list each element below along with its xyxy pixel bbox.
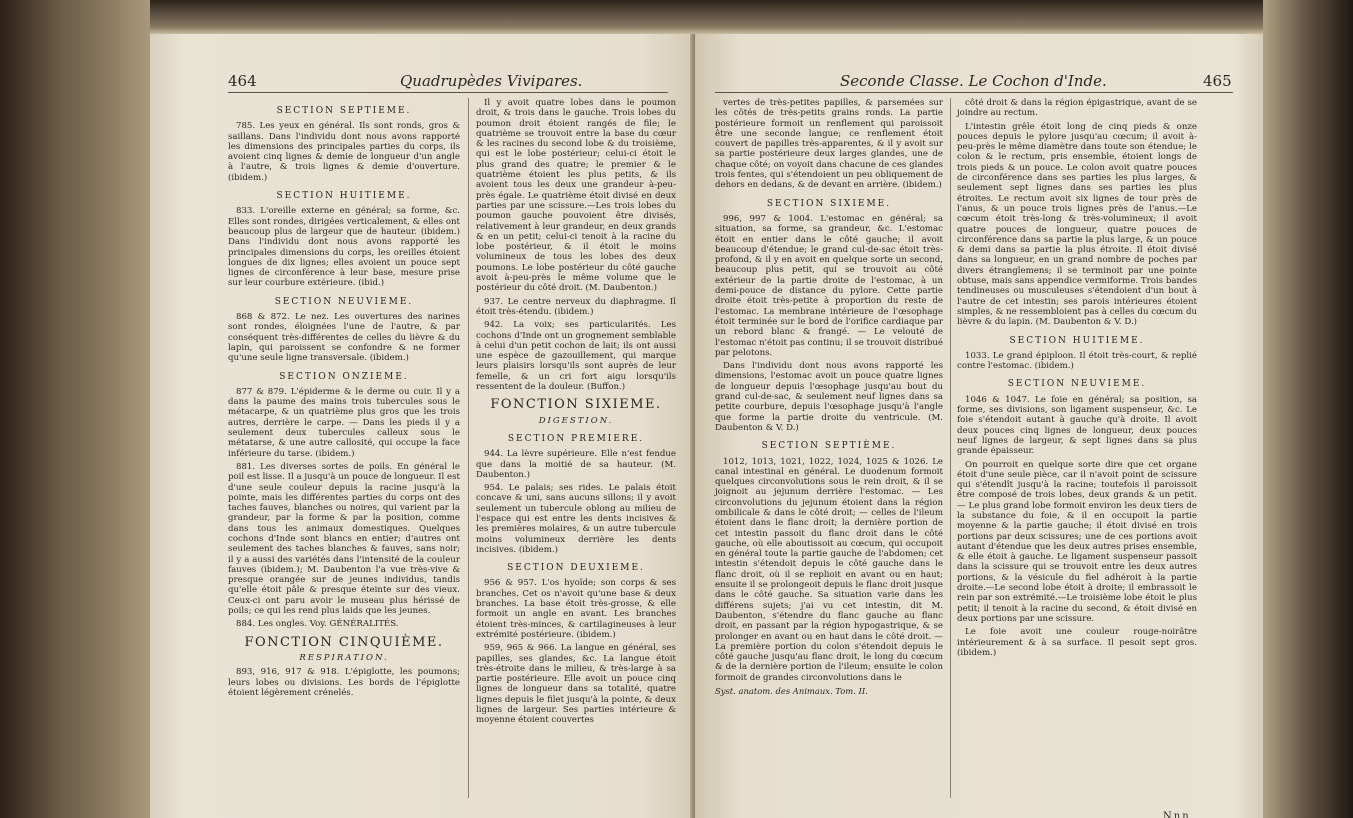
paragraph: 893, 916, 917 & 918. L'épiglotte, les poumons; leurs lobes ou divisions. Les bords de l'épiglotte étoient légèrement crénelés. xyxy=(228,667,460,698)
left-page-column-2 xyxy=(476,98,676,729)
column-divider xyxy=(950,98,951,798)
page-number: 464 xyxy=(228,72,257,90)
paragraph: 1046 & 1047. Le foie en général; sa position, sa forme, ses divisions, son ligament suspenseur, &c. Le foie s'étendoit autant à gauche qu'à droite. Il avoit deux pouces cinq lignes de longueur, deux pouces neuf lignes de largeur, & sept lignes dans sa plus grande épaisseur. xyxy=(957,394,1197,457)
function-heading: FONCTION SIXIEME. xyxy=(490,397,662,413)
paragraph: 785. Les yeux en général. Ils sont ronds, gros & saillans. Dans l'individu dont nous avons rapporté les dimensions des principales parties du corps, ils avoient cinq lignes & demie de longueur d'un angle à l'autre, & trois lignes & demie d'ouverture. (ibidem.) xyxy=(228,121,460,183)
paragraph: L'intestin grêle étoit long de cinq pieds & onze pouces depuis le pylore jusqu'au cœcum; il avoit à-peu-près le même diamètre dans toute son étendue; le colon & le rectum, pris ensemble, étoient longs de trois pieds & un pouce. Le colon avoit quatre pouces de circonférence dans ses parties les plus larges, & seulement sept lignes dans ses parties les plus étroites. Le rectum avoit six lignes de tour près de l'anus, & un pouce trois lignes près de l'anus.—Le cœcum étoit très-long & très-volumineux; il avoit quatre pouces de longueur, quatre pouces de circonférence dans sa partie la plus large, & un pouce & demi dans sa partie la plus étroite. Il étoit divisé dans sa longueur, en un grand nombre de poches par divers étranglemens; il se terminoit par une pointe obtuse, mais sans appendice vermiforme. Trois bandes tendineuses ou musculeuses s'étendoient d'un bout à l'autre de cet intestin; ses parois intérieures étoient simples, & ne ressembloient pas à celles du cœcum du lièvre & du lapin. (M. Daubenton & V. D.) xyxy=(957,121,1197,328)
header-rule xyxy=(715,92,1233,93)
paragraph: 996, 997 & 1004. L'estomac en général; sa situation, sa forme, sa grandeur, &c. L'estomac étoit en entier dans le côté gauche; il avoit beaucoup d'étendue; le grand cul-de-sac étoit très-profond, & il y en avoit en quelque sorte un second, beaucoup plus petit, qui se trouvoit au côté extérieur de la partie droite de l'estomac, à un demi-pouce de distance du pylore. Cette partie droite étoit très-petite à proportion du reste de l'estomac. La membrane intérieure de l'œsophage étoit terminée sur le bord de l'orifice cardiaque par un rebord blanc & frangé. — Le velouté de l'estomac n'étoit pas continu; il se trouvoit distribué par pelotons. xyxy=(715,213,943,358)
paragraph: côté droit & dans la région épigastrique, avant de se joindre au rectum. xyxy=(957,98,1197,119)
section-heading: SECTION NEUVIEME. xyxy=(1007,379,1147,390)
function-heading: FONCTION CINQUIÈME. xyxy=(244,634,444,650)
section-heading: SECTION SEPTIEME. xyxy=(276,106,412,116)
right-page-column-1 xyxy=(715,98,943,699)
paragraph: 956 & 957. L'os hyoïde; son corps & ses branches. Cet os n'avoit qu'une base & deux branches. La base étoit très-grosse, & elle formoit un angle en avant. Les branches étoient très-minces, & cartilagineuses à leur extrémité postérieure. (ibidem.) xyxy=(476,578,676,640)
section-heading: SECTION NEUVIEME. xyxy=(274,296,414,307)
paragraph: 884. Les ongles. Voy. GÉNÉRALITÉS. xyxy=(236,619,399,630)
left-page-column-1 xyxy=(228,98,460,701)
subheading: RESPIRATION. xyxy=(299,652,389,663)
paragraph: 881. Les diverses sortes de poils. En général le poil est lisse. Il a jusqu'à un pouce de longueur. Il est d'une seule couleur depuis la racine jusqu'à la pointe, mais les différentes parties du corps ont des taches fauves, blanches ou noires, qui varient par la grandeur, par la forme & par la position, comme dans tous les animaux domestiques. Quelques cochons d'Inde sont blancs en entier; d'autres ont seulement des taches blanches & fauves, sans noir; il y a aussi des variétés dans l'intensité de la couleur fauves (ibidem.); M. Daubenton l'a vue très-vive & presque orangée sur de jeunes individus, tandis qu'elle étoit pâle & presque éteinte sur des vieux. Ceux-ci ont paru avoir le museau plus hérissé de poils; ce qui les rend plus laids que les jeunes. xyxy=(228,461,460,617)
paragraph: vertes de très-petites papilles, & parsemées sur les côtés de très-petits grains ronds. La partie postérieure formoit un renflement qui paroissoit être une seconde langue; ce renflement étoit couvert de papilles très-apparentes, & il y avoit sur sa partie postérieure deux larges glandes, une de chaque côté; on voyoit dans chacune de ces glandes trois fentes, qui s'étendoient un peu obliquement de dehors en dedans, & de devant en arrière. (ibidem.) xyxy=(715,98,944,191)
section-heading: SECTION ONZIEME. xyxy=(279,371,409,382)
section-heading: SECTION PREMIERE. xyxy=(507,433,645,444)
paragraph: On pourroit en quelque sorte dire que cet organe étoit d'une seule pièce, car il n'avoit point de scissure qui s'étendît jusqu'à la racine; toutefois il paroissoit être composé de trois lobes, deux grands & un petit. — Le plus grand lobe formoit environ les deux tiers de la substance du foie, & il en occupoit la partie moyenne & la partie gauche; il étoit divisé en trois portions par deux scissures; une de ces portions avoit autant d'étendue que les deux autres prises ensemble, & elle étoit à gauche. Le ligament suspenseur passoit dans la scissure qui se trouvoit entre les deux autres portions, & la vésicule du fiel adhéroit à la partie droite.—Le second lobe étoit à droite; il embrassoit le rein par son extrémité.—Le troisième lobe étoit le plus petit; il tenoit à la racine du second, & étoit divisé en deux portions par une scissure. xyxy=(957,459,1197,624)
paragraph: Dans l'individu dont nous avons rapporté les dimensions, l'estomac avoit un pouce quatre lignes de longueur depuis l'œsophage jusqu'au bout du grand cul-de-sac, & seulement neuf lignes dans sa petite courbure, depuis l'œsophage jusqu'à l'angle que forme la partie droite du ventricule. (M. Daubenton & V. D.) xyxy=(715,361,943,433)
section-heading: SECTION DEUXIEME. xyxy=(507,563,645,574)
paragraph: 1033. Le grand épiploon. Il étoit très-court, & replié contre l'estomac. (ibidem.) xyxy=(957,350,1197,372)
page-number: 465 xyxy=(1203,72,1232,90)
paragraph: 954. Le palais; ses rides. Le palais étoit concave & uni, sans aucuns sillons; il y avoit seulement un tubercule oblong au milieu de l'espace qui est entre les dents incisives & les premières molaires, & un autre tubercule moins volumineux derrière les dents incisives. (ibidem.) xyxy=(476,483,676,555)
left-page xyxy=(150,34,695,818)
paragraph: 942. La voix; ses particularités. Les cochons d'Inde ont un grognement semblable à celui d'un petit cochon de lait; ils ont aussi une espèce de gazouillement, qui marque leurs plaisirs lorsqu'ils sont auprès de leur femelle, & un cri fort aigu lorsqu'ils ressentent de la douleur. (Buffon.) xyxy=(476,320,676,393)
signature-line: Syst. anatom. des Animaux. Tom. II. xyxy=(715,686,868,697)
section-heading: SECTION SEPTIÈME. xyxy=(761,441,897,452)
paragraph: 833. L'oreille externe en général; sa forme, &c. Elles sont rondes, dirigées verticalement, & elles ont beaucoup plus de largeur que de hauteur. (ibidem.) Dans l'individu dont nous avons rapporté les principales dimensions du corps, les oreilles étoient longues de dix lignes; elles avoient un pouce sept lignes de circonférence à leur base, mesure prise sur leur courbure extérieure. (ibid.) xyxy=(228,206,460,289)
paragraph: 877 & 879. L'épiderme & le derme ou cuir. Il y a dans la paume des mains trois tubercules sous le métacarpe, & un quatrième plus gros que les trois autres, derrière le carpe. — Dans les pieds il y a seulement deux tubercules calleux sous le métatarse, & une autre callosité, qui occupe la face inférieure du tarse. (ibidem.) xyxy=(228,386,460,459)
right-page xyxy=(695,34,1263,818)
paragraph: Le foie avoit une couleur rouge-noirâtre intérieurement & à sa surface. Il pesoit sept gros. (ibidem.) xyxy=(957,627,1197,658)
paragraph: Il y avoit quatre lobes dans le poumon droit, & trois dans le gauche. Trois lobes du poumon droit étoient rangés de file; le quatrième se trouvoit entre la base du cœur & les racines du second lobe & du troisième, qui est le lobe postérieur; celui-ci étoit le plus grand des quatre; le premier & le quatrième étoient les plus petits, & ils avoient tous les deux une grandeur à-peu-près égale. Le quatrième étoit divisé en deux parties par une scissure.—Les trois lobes du poumon gauche pouvoient être divisés, relativement à leur grandeur, en deux grands & en un petit; celui-ci tenoit à la racine du lobe postérieur, & il étoit le moins volumineux de tous les lobes des deux poumons. Le lobe postérieur du côté gauche avoit à-peu-près le même volume que le postérieur du côté droit. (M. Daubenton.) xyxy=(476,98,676,294)
right-page-column-2 xyxy=(957,98,1197,661)
header-rule xyxy=(228,92,668,93)
paragraph: 868 & 872. Le nez. Les ouvertures des narines sont rondes, éloignées l'une de l'autre, & par conséquent très-différentes de celles du lièvre & du lapin, qui paroissent se confondre & ne former qu'une seule ligne transversale. (ibidem.) xyxy=(228,312,460,364)
paragraph: 937. Le centre nerveux du diaphragme. Il étoit très-étendu. (ibidem.) xyxy=(476,296,676,317)
scan-background-left xyxy=(0,0,150,818)
scan-background-top xyxy=(0,0,1353,34)
paragraph: 944. La lèvre supérieure. Elle n'est fendue que dans la moitié de sa hauteur. (M. Daubenton.) xyxy=(476,449,676,480)
subheading: DIGESTION. xyxy=(538,415,614,426)
column-divider xyxy=(468,98,469,798)
running-head: Quadrupèdes Vivipares. xyxy=(400,72,583,90)
scan-background-right xyxy=(1263,0,1353,818)
section-heading: SECTION SIXIEME. xyxy=(766,198,892,209)
paragraph: 959, 965 & 966. La langue en général, ses papilles, ses glandes, &c. La langue étoit très-étroite dans le milieu, & très-large à sa partie postérieure. Elle avoit un pouce cinq lignes de longueur dans sa totalité, quatre lignes depuis le filet jusqu'à la pointe, & deux lignes de largeur. Ses parties intérieure & moyenne étoient couvertes xyxy=(476,643,676,726)
signature-mark: Nnn xyxy=(1163,811,1191,818)
section-heading: SECTION HUITIEME. xyxy=(1009,335,1145,346)
running-head: Seconde Classe. Le Cochon d'Inde. xyxy=(840,72,1107,90)
paragraph: 1012, 1013, 1021, 1022, 1024, 1025 & 1026. Le canal intestinal en général. Le duodenum formoit quelques circonvolutions sous le rein droit, & il se joignoit au jejunum derrière l'estomac. — Les circonvolutions du jejunum étoient dans la région ombilicale & dans le côté droit; — celles de l'ileum étoient dans le flanc droit; la dernière portion de cet intestin passoit du flanc droit dans le côté gauche, où elle aboutissoit au cœcum, qui occupoit en général toute la partie gauche de l'abdomen; cet intestin s'étendoit depuis le côté gauche dans le flanc droit, où il se replioit en avant ou en haut; ensuite il se prolongeoit depuis le flanc droit jusque dans le côté gauche. Sa situation varie dans les différens sujets; j'ai vu cet intestin, dit M. Daubenton, s'étendre du flanc gauche au flanc droit, en passant par la région hypogastrique, & se prolonger en avant ou en haut dans le côté droit. — La première portion du colon s'étendoit depuis le côté gauche jusqu'au flanc droit, le long du cœcum & de la dernière portion de l'ileum; ensuite le colon formoit de grandes circonvolutions dans le xyxy=(715,456,943,683)
section-heading: SECTION HUITIEME. xyxy=(276,191,412,202)
